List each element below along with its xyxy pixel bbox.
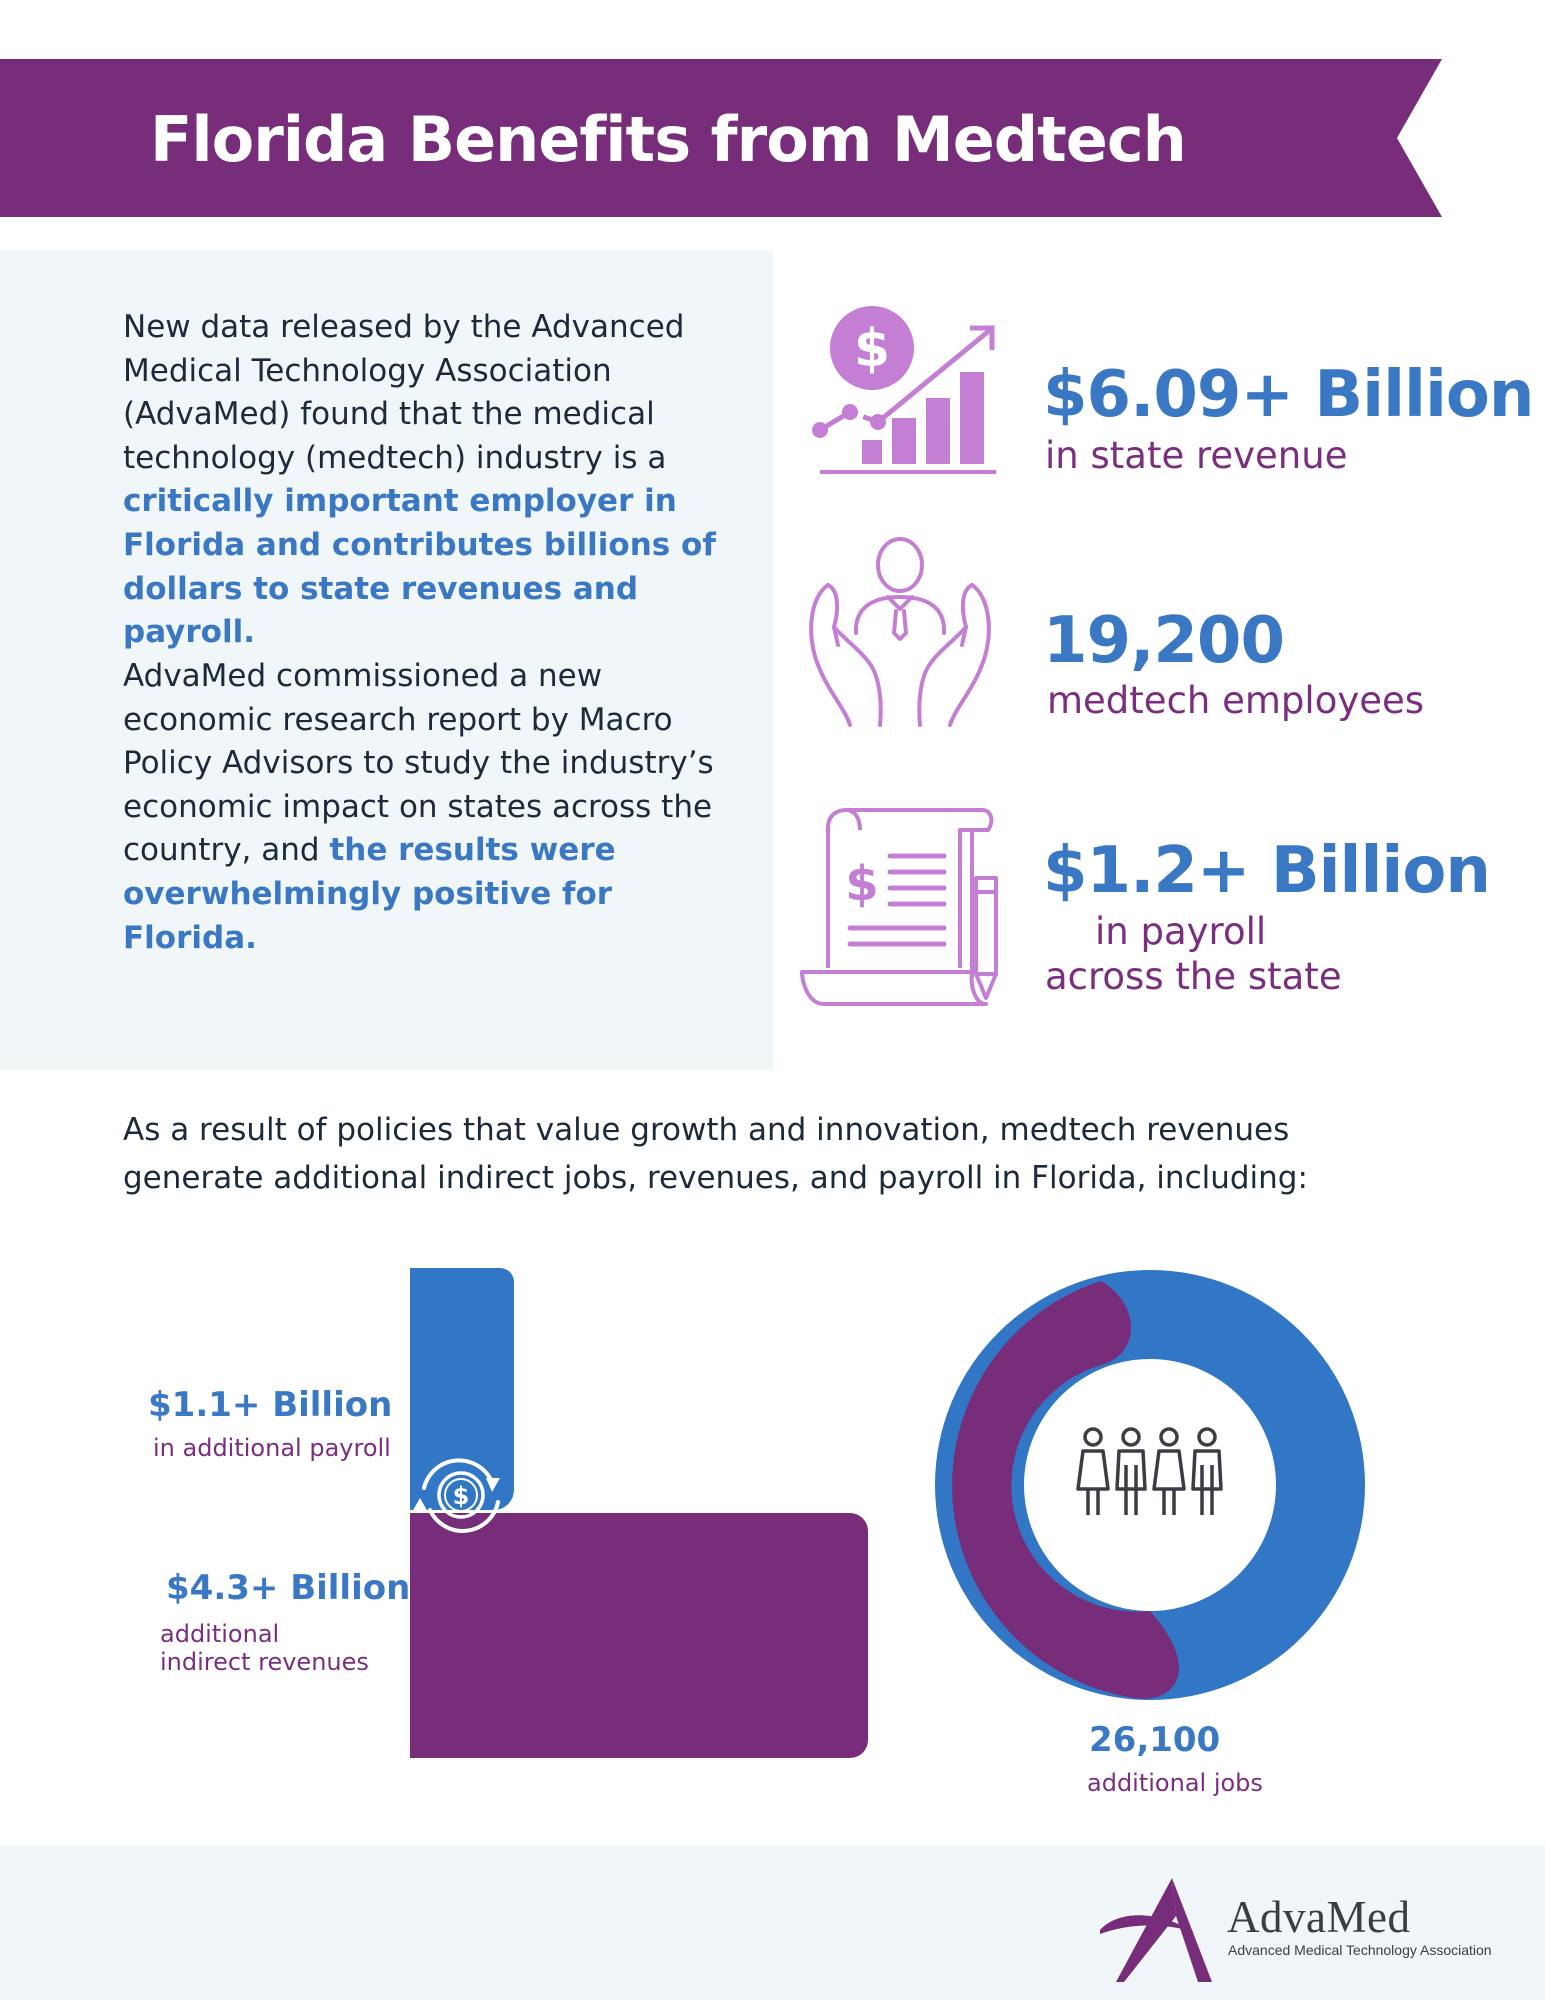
state-revenue-label: in state revenue <box>1045 434 1348 477</box>
svg-text:$: $ <box>845 856 879 912</box>
intro-paragraph-2-text: AdvaMed commissioned a new economic research report by Macro Policy Advisors to study the industry’s economic impact on states across the country, and <box>123 658 714 869</box>
intro-paragraph-1-highlight: critically important employer in Florida and contributes billions of dollars to state revenues and payroll. <box>123 483 716 651</box>
advamed-logo-mark <box>1098 1876 1214 1984</box>
jobs-donut <box>930 1265 1370 1705</box>
payroll-label-line-2: across the state <box>1045 955 1342 998</box>
money-cycle-icon <box>408 1448 514 1542</box>
additional-jobs-label: additional jobs <box>1087 1769 1263 1797</box>
result-statement: As a result of policies that value growth and innovation, medtech revenues generate additional indirect jobs, revenues, and payroll in Florida, including: <box>123 1112 1308 1196</box>
intro-paragraph-2 <box>123 655 743 960</box>
revenue-growth-icon <box>800 300 1000 480</box>
payroll-value: $1.2+ Billion <box>1043 834 1490 908</box>
svg-text:$: $ <box>853 319 891 379</box>
indirect-revenues-label-line-1: additional <box>160 1620 280 1648</box>
state-revenue-value: $6.09+ Billion <box>1043 358 1534 432</box>
page-title: Florida Benefits from Medtech <box>150 103 1186 176</box>
medtech-employees-value: 19,200 <box>1043 604 1284 678</box>
intro-paragraph-1-text: New data released by the Advanced Medical Technology Association (AdvaMed) found that the medical technology (medtech) industry is a <box>123 309 685 476</box>
medtech-employees-label: medtech employees <box>1047 679 1425 722</box>
indirect-revenues-label-line-2: indirect revenues <box>160 1648 369 1676</box>
additional-payroll-label: in additional payroll <box>153 1434 391 1462</box>
employee-hands-icon <box>800 535 1000 730</box>
indirect-revenues-value: $4.3+ Billion <box>166 1568 411 1608</box>
payroll-document-icon <box>800 808 1000 1008</box>
additional-jobs-value: 26,100 <box>1089 1720 1221 1760</box>
logo-name: AdvaMed <box>1227 1892 1411 1942</box>
payroll-label-line-1: in payroll <box>1095 910 1267 953</box>
intro-paragraph-1 <box>123 306 743 655</box>
additional-payroll-value: $1.1+ Billion <box>148 1385 393 1425</box>
donut-hole <box>1024 1359 1276 1611</box>
logo-tagline: Advanced Medical Technology Association <box>1228 1942 1492 1958</box>
indirect-revenues-bar <box>410 1513 868 1758</box>
svg-text:$: $ <box>452 1482 470 1510</box>
intro-paragraph-2-highlight: the results were overwhelmingly positive for Florida. <box>123 832 616 956</box>
